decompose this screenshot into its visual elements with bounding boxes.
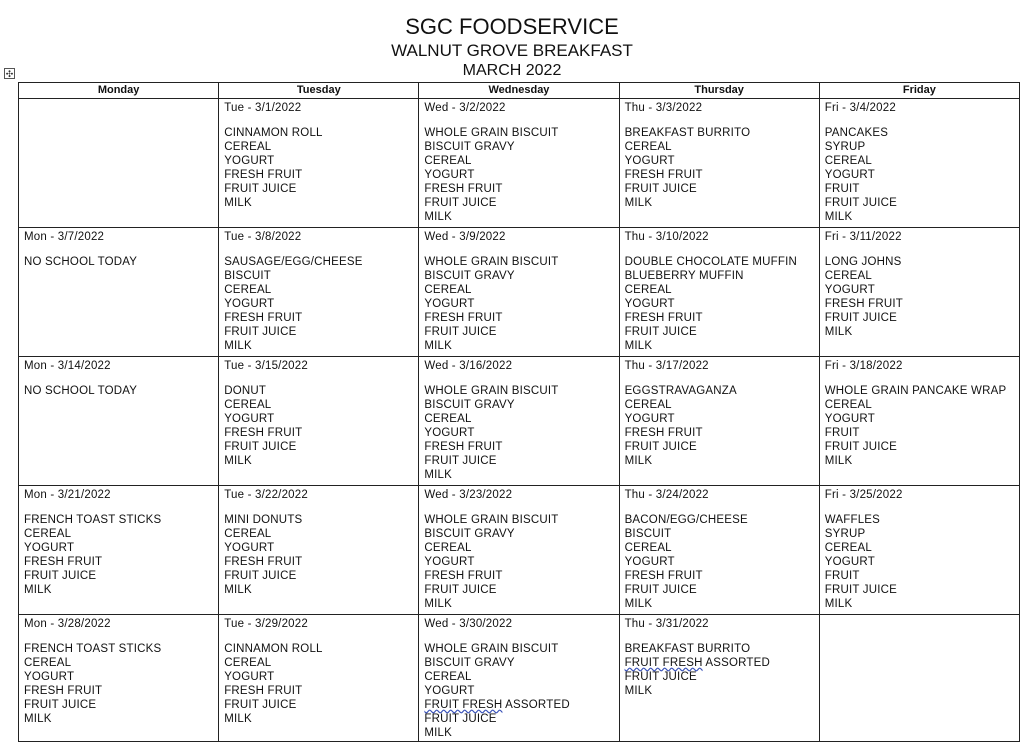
menu-item: FRUIT JUICE [24,699,97,711]
menu-item: MILK [24,713,52,725]
day-date: Thu - 3/3/2022 [624,102,703,114]
menu-item: CEREAL [424,413,472,425]
menu-item: MILK [824,211,853,223]
menu-item: CEREAL [24,528,72,540]
menu-item: FRESH FRUIT [424,183,503,195]
menu-item: FRUIT JUICE [224,326,297,338]
header-wednesday: Wednesday [419,83,619,99]
menu-item: LONG JOHNS [824,256,902,268]
menu-item: CEREAL [824,399,872,411]
day-cell-monday[interactable] [19,99,219,228]
day-date: Tue - 3/29/2022 [224,618,308,630]
day-date: Tue - 3/15/2022 [224,360,308,372]
menu-item: FRUIT JUICE [624,671,697,683]
week-row [19,357,1020,486]
menu-item: YOGURT [224,671,275,683]
day-content [419,99,618,224]
day-date: Fri - 3/18/2022 [824,360,903,372]
day-content [219,357,418,468]
menu-item: CEREAL [424,155,472,167]
menu-item: FRUIT FRESH ASSORTED [624,657,771,669]
day-cell-friday[interactable] [819,228,1019,357]
menu-item: MILK [424,598,453,610]
menu-item: FRUIT [824,427,860,439]
day-date: Thu - 3/24/2022 [624,489,709,501]
day-date: Wed - 3/2/2022 [424,102,506,114]
menu-item: FRUIT JUICE [424,197,497,209]
menu-item: BISCUIT [624,528,672,540]
menu-item: FRUIT JUICE [624,441,697,453]
menu-item: MILK [424,340,453,352]
menu-item: DONUT [224,385,267,397]
menu-item: FRESH FRUIT [224,427,303,439]
menu-item: YOGURT [824,284,875,296]
menu-subtitle: WALNUT GROVE BREAKFAST [391,41,633,60]
menu-item: MILK [824,598,853,610]
menu-item: YOGURT [424,298,475,310]
menu-item: FRUIT [824,183,860,195]
day-content [820,99,1019,224]
menu-item: FRUIT JUICE [24,570,97,582]
day-content [219,228,418,353]
menu-item: MILK [624,340,653,352]
day-cell-thursday[interactable] [619,228,819,357]
day-content [820,228,1019,339]
menu-item: CEREAL [424,284,472,296]
menu-item: FRUIT JUICE [224,570,297,582]
weekday-header-row [19,83,1020,99]
menu-item: FRESH FRUIT [24,685,103,697]
header-friday: Friday [819,83,1019,99]
menu-item: FRESH FRUIT [624,169,703,181]
menu-item: CEREAL [224,284,272,296]
day-date: Mon - 3/14/2022 [24,360,111,372]
menu-item: MILK [224,713,252,725]
menu-item: YOGURT [224,413,275,425]
day-cell-tuesday[interactable] [219,228,419,357]
menu-item: FRUIT JUICE [624,326,697,338]
menu-item: CEREAL [224,141,272,153]
day-date: Wed - 3/9/2022 [424,231,506,243]
day-date: Mon - 3/28/2022 [24,618,111,630]
menu-item: YOGURT [424,427,475,439]
menu-item: FRESH FRUIT [624,427,703,439]
menu-item: YOGURT [624,413,675,425]
menu-item: MILK [24,584,52,596]
menu-item: WHOLE GRAIN BISCUIT [424,514,559,526]
menu-item: YOGURT [824,169,875,181]
menu-item: FRUIT JUICE [224,699,297,711]
menu-item: NO SCHOOL TODAY [24,256,138,268]
menu-item: FRUIT JUICE [824,441,898,453]
menu-item: CEREAL [424,542,472,554]
menu-item: CEREAL [824,270,872,282]
day-date: Wed - 3/16/2022 [424,360,513,372]
menu-item: CEREAL [224,399,272,411]
header-monday: Monday [19,83,219,99]
menu-item: YOGURT [424,169,475,181]
menu-item: FRESH FRUIT [624,312,703,324]
menu-item: SYRUP [824,528,866,540]
menu-item: FRESH FRUIT [224,169,303,181]
menu-item: YOGURT [424,556,475,568]
menu-item: DOUBLE CHOCOLATE MUFFIN [624,256,797,268]
menu-item: YOGURT [24,542,75,554]
menu-item: YOGURT [224,155,275,167]
menu-item: FRUIT JUICE [824,312,898,324]
menu-item: CINNAMON ROLL [224,643,323,655]
day-content [19,486,218,597]
day-cell-friday[interactable] [819,99,1019,228]
day-cell-thursday[interactable] [619,99,819,228]
menu-item: BREAKFAST BURRITO [624,127,751,139]
day-date: Wed - 3/23/2022 [424,489,513,501]
menu-item: MILK [624,598,653,610]
menu-body [19,99,1020,742]
breakfast-menu-table [18,82,1020,742]
day-cell-wednesday[interactable] [419,228,619,357]
menu-item: FRUIT JUICE [424,455,497,467]
menu-item: FRUIT JUICE [424,326,497,338]
menu-item: WAFFLES [824,514,881,526]
menu-item: BISCUIT GRAVY [424,270,515,282]
week-row [19,99,1020,228]
menu-item: BLUEBERRY MUFFIN [624,270,744,282]
day-date: Thu - 3/10/2022 [624,231,709,243]
menu-item: FRESH FRUIT [224,312,303,324]
header-thursday: Thursday [619,83,819,99]
menu-item: MILK [224,340,252,352]
day-content [219,99,418,210]
week-row [19,615,1020,742]
day-cell-wednesday[interactable] [419,486,619,615]
menu-item: YOGURT [624,298,675,310]
day-cell-friday[interactable] [819,357,1019,486]
day-content [419,486,618,611]
menu-item: MILK [624,455,653,467]
week-row [19,228,1020,357]
month-title: MARCH 2022 [462,62,562,79]
menu-item: CEREAL [624,141,672,153]
menu-item: YOGURT [24,671,75,683]
day-date: Fri - 3/25/2022 [824,489,903,501]
menu-item: MINI DONUTS [224,514,303,526]
day-cell-tuesday[interactable] [219,357,419,486]
day-cell-wednesday[interactable] [419,357,619,486]
menu-item: MILK [224,455,252,467]
menu-item: CEREAL [624,284,672,296]
menu-item: BISCUIT GRAVY [424,657,515,669]
menu-item: MILK [424,211,453,223]
menu-item: YOGURT [824,413,875,425]
header-tuesday: Tuesday [219,83,419,99]
day-date: Mon - 3/7/2022 [24,231,105,243]
menu-item: FRUIT JUICE [424,584,497,596]
menu-item: WHOLE GRAIN BISCUIT [424,643,559,655]
menu-item: MILK [824,326,853,338]
menu-item: EGGSTRAVAGANZA [624,385,737,397]
menu-item: FRUIT FRESH ASSORTED [424,699,570,711]
menu-item: BISCUIT GRAVY [424,528,515,540]
day-content [620,615,819,698]
week-row [19,486,1020,615]
menu-item: FRESH FRUIT [224,685,303,697]
menu-item: FRUIT JUICE [224,183,297,195]
menu-item: CEREAL [24,657,72,669]
menu-item: WHOLE GRAIN BISCUIT [424,256,559,268]
day-cell-monday[interactable] [19,615,219,742]
day-cell-monday[interactable] [19,357,219,486]
day-content [620,357,819,468]
day-content [19,357,218,398]
menu-item: BISCUIT GRAVY [424,399,515,411]
day-cell-tuesday[interactable] [219,99,419,228]
day-cell-wednesday[interactable] [419,99,619,228]
menu-item: FRESH FRUIT [624,570,703,582]
menu-item: MILK [224,197,252,209]
menu-item: YOGURT [624,556,675,568]
menu-item: SYRUP [824,141,866,153]
day-date: Thu - 3/17/2022 [624,360,709,372]
menu-item: BISCUIT GRAVY [424,141,515,153]
table-move-handle-icon[interactable]: ✣ [5,69,14,79]
menu-item: MILK [424,727,453,739]
menu-item: FRESH FRUIT [424,570,503,582]
day-content [820,357,1019,468]
menu-item: CEREAL [424,671,472,683]
day-cell-thursday[interactable] [619,486,819,615]
menu-item: WHOLE GRAIN PANCAKE WRAP [824,385,1007,397]
menu-item: YOGURT [824,556,875,568]
menu-item: FRUIT JUICE [824,197,898,209]
day-date: Fri - 3/11/2022 [824,231,902,243]
menu-item: FRUIT JUICE [224,441,297,453]
menu-item: CEREAL [624,399,672,411]
menu-item: MILK [224,584,252,596]
menu-item: CEREAL [224,657,272,669]
day-cell-tuesday[interactable] [219,486,419,615]
day-content [419,615,618,740]
menu-item: CEREAL [824,155,872,167]
day-cell-monday[interactable] [19,228,219,357]
menu-item: MILK [624,685,653,697]
spellcheck-underline: FRUIT FRESH [424,699,503,711]
day-date: Tue - 3/22/2022 [224,489,308,501]
day-cell-wednesday[interactable] [419,615,619,742]
menu-item: YOGURT [224,298,275,310]
day-cell-friday[interactable] [819,615,1019,742]
day-content [820,486,1019,611]
menu-item: CEREAL [224,528,272,540]
day-content [219,615,418,726]
menu-item: WHOLE GRAIN BISCUIT [424,127,559,139]
day-date: Tue - 3/1/2022 [224,102,302,114]
day-content [19,615,218,726]
day-content [419,357,618,482]
day-content [620,486,819,611]
menu-item: FRESH FRUIT [224,556,303,568]
day-date: Tue - 3/8/2022 [224,231,302,243]
menu-item: MILK [424,469,453,481]
menu-item: FRESH FRUIT [424,441,503,453]
menu-item: BISCUIT [224,270,271,282]
menu-item: FRESH FRUIT [424,312,503,324]
menu-item: MILK [624,197,653,209]
day-content [620,99,819,210]
menu-item: YOGURT [424,685,475,697]
menu-item: CEREAL [824,542,872,554]
menu-item: SAUSAGE/EGG/CHEESE [224,256,363,268]
menu-item: CEREAL [624,542,672,554]
menu-item: FRESH FRUIT [824,298,903,310]
menu-item: FRENCH TOAST STICKS [24,514,162,526]
menu-item: FRUIT [824,570,860,582]
day-content [219,486,418,597]
menu-item: PANCAKES [824,127,889,139]
menu-item: BREAKFAST BURRITO [624,643,751,655]
menu-item: YOGURT [224,542,275,554]
day-content [620,228,819,353]
spellcheck-underline: FRUIT FRESH [624,657,703,669]
menu-item: YOGURT [624,155,675,167]
menu-item: FRUIT JUICE [424,713,497,725]
menu-item: NO SCHOOL TODAY [24,385,138,397]
day-content [19,228,218,269]
menu-item: FRESH FRUIT [24,556,103,568]
day-date: Mon - 3/21/2022 [24,489,111,501]
day-content [419,228,618,353]
day-cell-thursday[interactable] [619,615,819,742]
day-cell-monday[interactable] [19,486,219,615]
document-title-block [0,14,1024,80]
menu-item: FRUIT JUICE [624,584,697,596]
day-date: Wed - 3/30/2022 [424,618,513,630]
day-cell-thursday[interactable] [619,357,819,486]
menu-item: MILK [824,455,853,467]
day-date: Fri - 3/4/2022 [824,102,896,114]
day-cell-friday[interactable] [819,486,1019,615]
menu-item: BACON/EGG/CHEESE [624,514,748,526]
menu-item: FRUIT JUICE [624,183,697,195]
menu-item: FRENCH TOAST STICKS [24,643,162,655]
organization-title: SGC FOODSERVICE [405,14,619,39]
menu-item: CINNAMON ROLL [224,127,323,139]
day-cell-tuesday[interactable] [219,615,419,742]
day-date: Thu - 3/31/2022 [624,618,709,630]
menu-item: WHOLE GRAIN BISCUIT [424,385,559,397]
menu-item: FRUIT JUICE [824,584,898,596]
